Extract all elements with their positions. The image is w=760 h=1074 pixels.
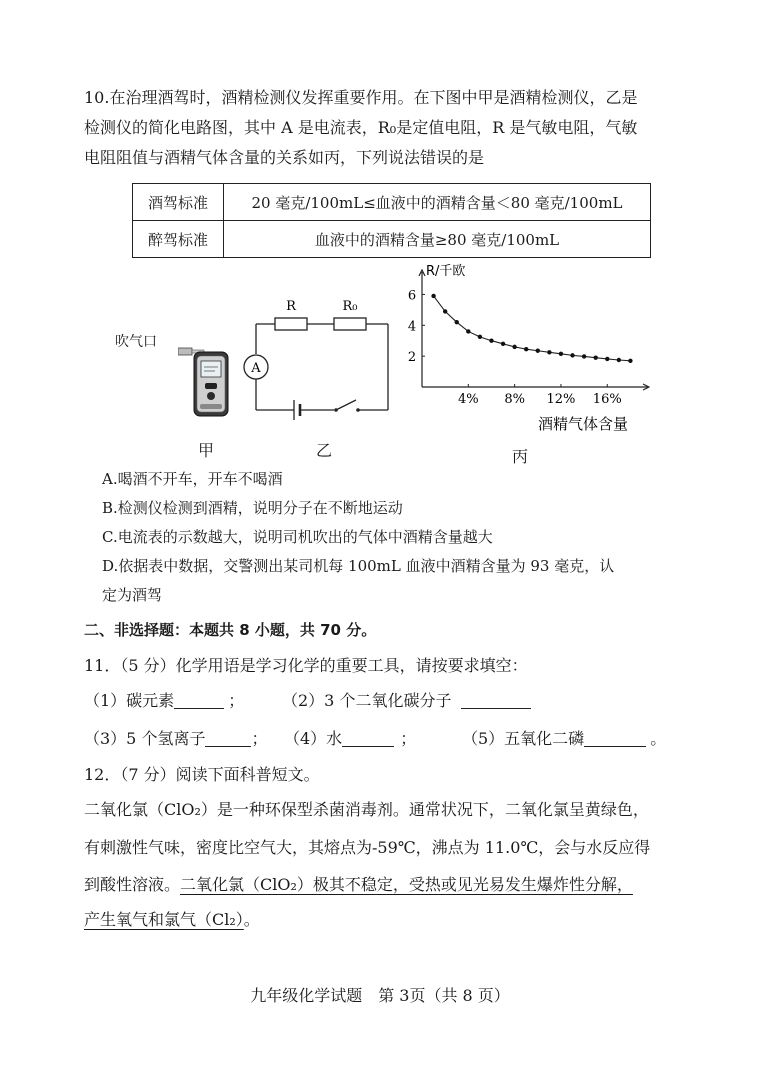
x-tick-label: 12% [546,392,576,407]
figure-jia-caption: 甲 [198,441,215,460]
answer-blank[interactable] [584,728,646,747]
gas-sensor-resistor [275,318,307,330]
q12-stem: 12．（7 分）阅读下面科普短文。 [84,765,320,784]
q11-part-4 [284,728,416,750]
section-2-title: 二、非选择题：本题共 8 小题，共 70 分。 [84,621,377,639]
y-tick-label: 4 [407,319,417,335]
data-point [536,349,540,353]
passage-text: 到酸性溶液。 [84,875,181,894]
page-footer: 九年级化学试题 第 3页（共 8 页） [250,986,510,1005]
x-tick-label: 8% [504,392,525,407]
data-point [455,320,459,324]
data-point [547,350,551,354]
data-point [443,309,447,313]
table-row [133,221,651,258]
table-value: 血液中的酒精含量≥80 毫克/100mL [224,221,651,258]
separator: ； [400,729,417,748]
data-point [628,359,632,363]
figure-bing-caption: 丙 [512,447,529,466]
chart-y-axis-label: R/千欧 [426,264,466,279]
answer-blank[interactable] [342,728,394,747]
chart-points [431,294,632,363]
q10-line-3: 电阻阻值与酒精气体含量的关系如丙，下列说法错误的是 [84,148,485,167]
drink-driving-standards-table [132,183,651,258]
underlined-passage-text: 产生氧气和氯气（Cl₂） [84,910,244,929]
data-point [582,354,586,358]
underlined-passage-text: 二氧化氯（ClO₂）极其不稳定，受热或见光易发生爆炸性分解， [180,875,633,894]
q11-part-2-label: （2）3 个二氧化碳分子 [282,691,452,710]
y-tick-label: 6 [407,288,417,304]
resistance-chart [400,262,650,437]
data-point [512,345,516,349]
q11-part-1 [84,690,244,712]
answer-blank[interactable] [205,728,251,747]
q12-passage-line-3 [84,874,633,896]
data-point [617,358,621,362]
option-b: B.检测仪检测到酒精，说明分子在不断地运动 [102,499,403,517]
resistor-r0-label: R₀ [342,299,358,314]
data-point [466,329,470,333]
air-inlet-label: 吹气口 [115,334,157,350]
passage-text: 。 [243,910,260,929]
q12-passage-line-1: 二氧化氯（ClO₂）是一种环保型杀菌消毒剂。通常状况下，二氧化氯呈黄绿色， [84,800,649,819]
resistor-r-label: R [286,299,296,314]
q11-part-3 [84,728,267,750]
q11-stem: 11．（5 分）化学用语是学习化学的重要工具，请按要求填空： [84,656,528,675]
q11-part-2 [282,690,531,712]
ammeter-label: A [251,361,261,376]
chart-axes [419,270,649,390]
data-point [489,339,493,343]
table-value: 20 毫克/100mL≤血液中的酒精含量＜80 毫克/100mL [224,184,651,221]
data-point [501,342,505,346]
table-label: 酒驾标准 [133,184,224,221]
q10-line-1: 10.在治理酒驾时，酒精检测仪发挥重要作用。在下图中甲是酒精检测仪，乙是 [84,88,638,107]
q12-passage-line-2: 有刺激性气味，密度比空气大，其熔点为-59℃，沸点为 11.0℃，会与水反应得 [84,838,651,857]
circuit-diagram [238,290,398,420]
option-c: C.电流表的示数越大，说明司机吹出的气体中酒精含量越大 [102,528,493,546]
answer-blank[interactable] [174,690,224,709]
data-point [559,352,563,356]
x-tick-label: 4% [458,392,479,407]
fixed-resistor [334,318,366,330]
chart-curve [434,296,631,361]
separator: ； [251,729,268,748]
data-point [431,294,435,298]
data-point [593,355,597,359]
q11-part-4-label: （4）水 [284,729,343,748]
q11-part-3-label: （3）5 个氢离子 [84,729,206,748]
table-row [133,184,651,221]
data-point [478,335,482,339]
table-label: 醉驾标准 [133,221,224,258]
figure-yi-caption: 乙 [316,441,333,460]
option-d-line-1: D.依据表中数据，交警测出某司机每 100mL 血液中酒精含量为 93 毫克，认 [102,557,615,575]
resistance-curve [434,296,631,361]
chart-x-axis-label: 酒精气体含量 [538,415,629,433]
y-tick-label: 2 [407,350,417,366]
option-d-line-2: 定为酒驾 [102,586,163,604]
q11-part-5 [462,728,666,750]
separator: 。 [650,729,667,748]
q11-part-5-label: （5）五氧化二磷 [462,729,585,748]
data-point [605,357,609,361]
q12-passage-line-4 [84,909,260,931]
q10-line-2: 检测仪的简化电路图，其中 A 是电流表，R₀是定值电阻，R 是气敏电阻，气敏 [84,118,638,137]
option-a: A.喝酒不开车，开车不喝酒 [102,470,283,488]
answer-blank[interactable] [461,690,531,709]
data-point [570,353,574,357]
q11-part-1-label: （1）碳元素 [84,691,175,710]
separator: ； [228,691,245,710]
switch-icon [336,400,356,410]
x-tick-label: 16% [592,392,622,407]
breathalyzer-device-image [178,340,238,420]
data-point [524,347,528,351]
